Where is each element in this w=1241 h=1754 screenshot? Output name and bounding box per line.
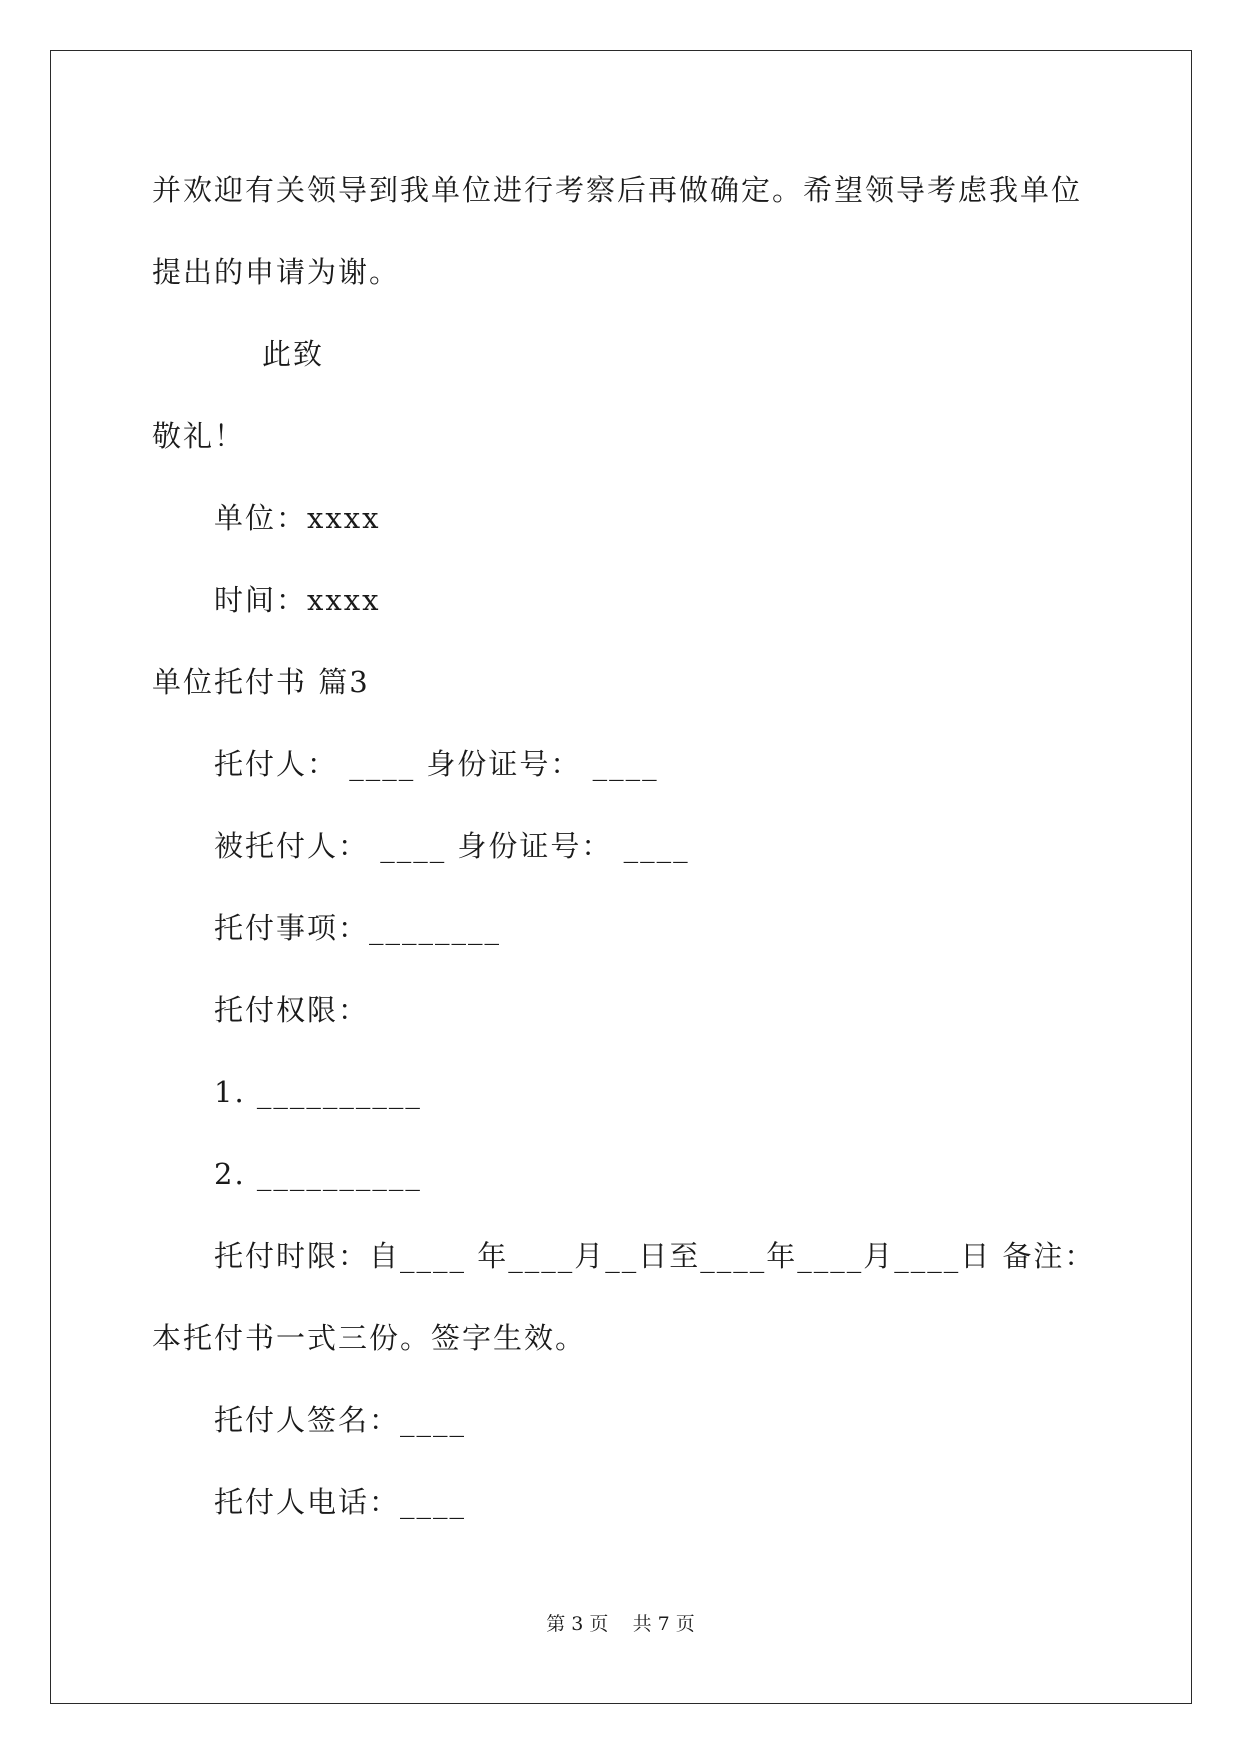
authority-item: 2. __________ xyxy=(214,1157,422,1191)
form-field-term: 托付时限：自____ 年____月__日至____年____月____日 备注： xyxy=(214,1239,1096,1273)
signature-date: 时间：xxxx xyxy=(214,583,381,617)
page-border xyxy=(50,50,1192,1704)
form-field-matter: 托付事项：________ xyxy=(214,911,502,945)
closing-salutation: 此致 xyxy=(262,337,325,371)
body-text-line: 本托付书一式三份。签字生效。 xyxy=(152,1321,587,1355)
form-field-agent: 被托付人： ____ 身份证号： ____ xyxy=(214,829,690,863)
body-text-line: 并欢迎有关领导到我单位进行考察后再做确定。希望领导考虑我单位 xyxy=(152,173,1083,207)
form-field-signature: 托付人签名：____ xyxy=(214,1403,467,1437)
page-footer: 第 3 页 共 7 页 xyxy=(546,1613,695,1635)
section-title: 单位托付书 篇3 xyxy=(152,665,370,699)
signature-unit: 单位：xxxx xyxy=(214,501,381,535)
body-text-line: 提出的申请为谢。 xyxy=(152,255,401,289)
form-field-phone: 托付人电话：____ xyxy=(214,1485,467,1519)
authority-item: 1. __________ xyxy=(214,1075,422,1109)
form-field-principal: 托付人： ____ 身份证号： ____ xyxy=(214,747,659,781)
closing-regards: 敬礼！ xyxy=(152,419,246,453)
form-field-authority: 托付权限： xyxy=(214,993,370,1027)
